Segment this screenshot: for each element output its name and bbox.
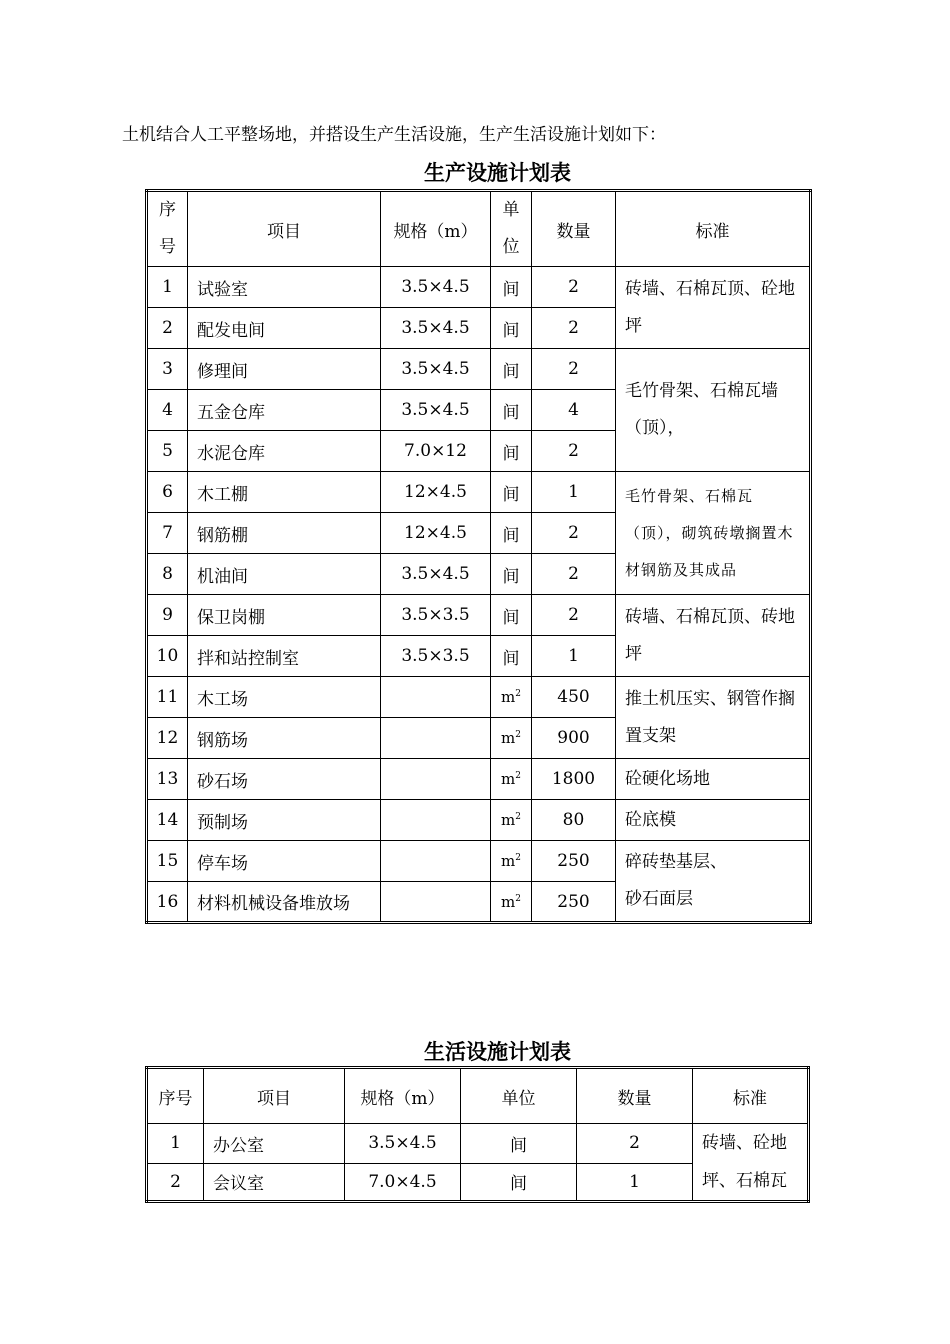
- table-row: [147, 349, 811, 390]
- cell-qty: 2: [532, 349, 616, 390]
- header-standard: 标准: [693, 1068, 809, 1124]
- cell-standard: 砼硬化场地: [616, 759, 811, 800]
- cell-qty: 2: [532, 595, 616, 636]
- cell-item: 停车场: [188, 841, 381, 882]
- cell-spec: 3.5×4.5: [381, 554, 491, 595]
- table-row: [147, 677, 811, 718]
- living-table-title: 生活设施计划表: [424, 1040, 571, 1064]
- cell-no: 1: [147, 1124, 204, 1164]
- header-seq: 序号: [147, 1068, 204, 1124]
- cell-no: 1: [147, 267, 188, 308]
- cell-unit: $m^2$: [491, 718, 532, 759]
- cell-unit: 间: [491, 636, 532, 677]
- cell-spec: [381, 677, 491, 718]
- cell-qty: 900: [532, 718, 616, 759]
- cell-item: 五金仓库: [188, 390, 381, 431]
- cell-item: 办公室: [204, 1124, 345, 1164]
- cell-qty: 2: [577, 1124, 693, 1164]
- cell-item: 砂石场: [188, 759, 381, 800]
- table-row: [147, 595, 811, 636]
- header-item: 项目: [188, 191, 381, 267]
- table-row: [147, 267, 811, 308]
- cell-unit: 间: [491, 472, 532, 513]
- table-row: [147, 472, 811, 513]
- cell-spec: 12×4.5: [381, 472, 491, 513]
- cell-item: 保卫岗棚: [188, 595, 381, 636]
- cell-unit: 间: [491, 595, 532, 636]
- cell-no: 5: [147, 431, 188, 472]
- cell-no: 10: [147, 636, 188, 677]
- cell-spec: [381, 841, 491, 882]
- cell-unit: $m^2$: [491, 759, 532, 800]
- cell-qty: 1800: [532, 759, 616, 800]
- cell-no: 15: [147, 841, 188, 882]
- cell-standard: 推土机压实、钢管作搁置支架: [616, 677, 811, 759]
- cell-spec: 3.5×4.5: [381, 390, 491, 431]
- cell-unit: 间: [491, 349, 532, 390]
- header-qty: 数量: [577, 1068, 693, 1124]
- cell-no: 16: [147, 882, 188, 923]
- cell-spec: 3.5×4.5: [381, 267, 491, 308]
- cell-spec: 7.0×4.5: [345, 1163, 461, 1202]
- cell-unit: 间: [491, 513, 532, 554]
- cell-no: 11: [147, 677, 188, 718]
- header-spec: 规格（m）: [345, 1068, 461, 1124]
- table-row: [147, 1124, 809, 1164]
- cell-item: 修理间: [188, 349, 381, 390]
- cell-qty: 1: [532, 472, 616, 513]
- cell-qty: 4: [532, 390, 616, 431]
- cell-item: 机油间: [188, 554, 381, 595]
- header-standard: 标准: [616, 191, 811, 267]
- table-header-row: [147, 1068, 809, 1124]
- cell-spec: [381, 718, 491, 759]
- cell-no: 2: [147, 1163, 204, 1202]
- header-seq: 序 号: [147, 191, 188, 267]
- cell-no: 6: [147, 472, 188, 513]
- cell-item: 钢筋场: [188, 718, 381, 759]
- cell-unit: $m^2$: [491, 882, 532, 923]
- cell-spec: 7.0×12: [381, 431, 491, 472]
- cell-item: 钢筋棚: [188, 513, 381, 554]
- cell-standard: 毛竹骨架、石棉瓦墙（顶），: [616, 349, 811, 472]
- cell-spec: 3.5×4.5: [345, 1124, 461, 1164]
- cell-standard: 砖墙、石棉瓦顶、砖地坪: [616, 595, 811, 677]
- cell-qty: 450: [532, 677, 616, 718]
- cell-item: 试验室: [188, 267, 381, 308]
- cell-standard: 砖墙、砼地坪、石棉瓦: [693, 1124, 809, 1202]
- cell-no: 3: [147, 349, 188, 390]
- table-row: [147, 800, 811, 841]
- cell-qty: 1: [577, 1163, 693, 1202]
- cell-no: 14: [147, 800, 188, 841]
- cell-unit: $m^2$: [491, 800, 532, 841]
- table-row: [147, 759, 811, 800]
- cell-item: 会议室: [204, 1163, 345, 1202]
- table-row: [147, 841, 811, 882]
- cell-item: 拌和站控制室: [188, 636, 381, 677]
- cell-standard: 砖墙、石棉瓦顶、砼地坪: [616, 267, 811, 349]
- cell-spec: 12×4.5: [381, 513, 491, 554]
- cell-unit: 间: [491, 390, 532, 431]
- intro-paragraph: 土机结合人工平整场地，并搭设生产生活设施，生产生活设施计划如下：: [122, 125, 666, 145]
- cell-unit: 间: [491, 267, 532, 308]
- table-header-row: [147, 191, 811, 267]
- cell-spec: [381, 800, 491, 841]
- header-unit: 单 位: [491, 191, 532, 267]
- cell-unit: 间: [491, 554, 532, 595]
- cell-item: 水泥仓库: [188, 431, 381, 472]
- living-facilities-table: [145, 1066, 810, 1203]
- cell-item: 木工棚: [188, 472, 381, 513]
- cell-no: 4: [147, 390, 188, 431]
- cell-standard: 毛竹骨架、石棉瓦（顶），砌筑砖墩搁置木材钢筋及其成品: [616, 472, 811, 595]
- cell-no: 13: [147, 759, 188, 800]
- header-item: 项目: [204, 1068, 345, 1124]
- cell-standard: 砼底模: [616, 800, 811, 841]
- cell-qty: 250: [532, 882, 616, 923]
- production-facilities-table: [145, 189, 812, 924]
- cell-unit: 间: [461, 1124, 577, 1164]
- cell-no: 7: [147, 513, 188, 554]
- cell-unit: 间: [461, 1163, 577, 1202]
- cell-no: 12: [147, 718, 188, 759]
- cell-unit: $m^2$: [491, 677, 532, 718]
- header-unit: 单位: [461, 1068, 577, 1124]
- cell-no: 9: [147, 595, 188, 636]
- cell-spec: [381, 882, 491, 923]
- cell-qty: 2: [532, 267, 616, 308]
- header-spec: 规格（m）: [381, 191, 491, 267]
- production-table-title: 生产设施计划表: [424, 161, 571, 185]
- cell-unit: 间: [491, 308, 532, 349]
- cell-item: 木工场: [188, 677, 381, 718]
- cell-qty: 80: [532, 800, 616, 841]
- cell-qty: 250: [532, 841, 616, 882]
- cell-spec: 3.5×4.5: [381, 308, 491, 349]
- cell-item: 预制场: [188, 800, 381, 841]
- cell-qty: 1: [532, 636, 616, 677]
- cell-qty: 2: [532, 308, 616, 349]
- cell-spec: 3.5×3.5: [381, 595, 491, 636]
- cell-standard: 碎砖垫基层、 砂石面层: [616, 841, 811, 923]
- header-qty: 数量: [532, 191, 616, 267]
- cell-item: 配发电间: [188, 308, 381, 349]
- cell-unit: 间: [491, 431, 532, 472]
- cell-no: 8: [147, 554, 188, 595]
- cell-no: 2: [147, 308, 188, 349]
- cell-spec: 3.5×3.5: [381, 636, 491, 677]
- cell-qty: 2: [532, 513, 616, 554]
- cell-qty: 2: [532, 554, 616, 595]
- cell-spec: [381, 759, 491, 800]
- cell-unit: $m^2$: [491, 841, 532, 882]
- cell-spec: 3.5×4.5: [381, 349, 491, 390]
- cell-qty: 2: [532, 431, 616, 472]
- cell-item: 材料机械设备堆放场: [188, 882, 381, 923]
